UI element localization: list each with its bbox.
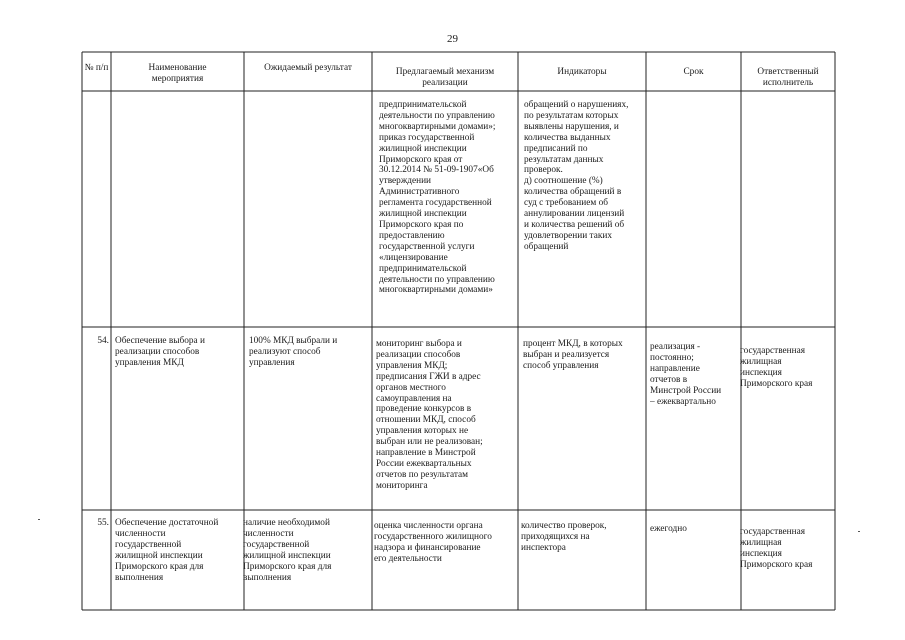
row55-number: 55. bbox=[97, 518, 109, 528]
header-num: № п/п bbox=[84, 63, 109, 73]
row54-term: реализация - постоянно; направление отчетов в Минстрой России – ежеквартально bbox=[650, 342, 722, 407]
header-responsible: Ответственный исполнитель bbox=[757, 67, 819, 88]
scan-speck bbox=[858, 531, 860, 532]
page-number: 29 bbox=[447, 33, 458, 45]
row55-indicators: количество проверок, приходящихся на инспектора bbox=[521, 521, 607, 553]
row54-indicators: процент МКД, в которых выбран и реализуется способ управления bbox=[523, 339, 623, 371]
header-name: Наименование мероприятия bbox=[148, 63, 207, 84]
row54-name: Обеспечение выбора и реализации способов управления МКД bbox=[115, 336, 205, 368]
header-term: Срок bbox=[683, 67, 704, 77]
row54-responsible: государственная жилищная инспекция Приморского края bbox=[740, 346, 813, 389]
header-result: Ожидаемый результат bbox=[264, 63, 352, 73]
row54-result: 100% МКД выбрали и реализуют способ управления bbox=[249, 336, 338, 368]
row54-mechanism: мониторинг выбора и реализации способов управления МКД; предписания ГЖИ в адрес органов местного самоуправления на проведение конкурсов в отношении МКД, способ управления которых не выбран или не реализован; направление в Минстрой России ежеквартальных отчетов по результатам мониторинга bbox=[376, 339, 483, 491]
header-mechanism: Предлагаемый механизм реализации bbox=[395, 67, 495, 88]
row55-result: наличие необходимой численности государственной жилищной инспекции Приморского края для выполнения bbox=[243, 518, 332, 583]
row55-mechanism: оценка численности органа государственного жилищного надзора и финансирование его деятельности bbox=[374, 521, 492, 564]
row55-responsible: государственная жилищная инспекция Приморского края bbox=[740, 527, 813, 570]
row55-name: Обеспечение достаточной численности государственной жилищной инспекции Приморского края для выполнения bbox=[115, 518, 219, 583]
row55-term: ежегодно bbox=[650, 524, 687, 534]
row54-number: 54. bbox=[97, 336, 109, 346]
scan-speck bbox=[38, 519, 40, 520]
header-indicators: Индикаторы bbox=[557, 67, 607, 77]
row1-indicators: обращений о нарушениях, по результатам которых выявлены нарушения, и количества выданных предписаний по результатам данных проверок. д) соотношение (%) количества обращений в суд с требованием об аннулировании лицензий и количества решений об удовлетворении таких обращений bbox=[524, 100, 629, 252]
row1-mechanism: предпринимательской деятельности по управлению многоквартирными домами»; приказ государственной жилищной инспекции Приморского края от 30.12.2014 № 51-09-1907«Об утверждении Административного регламента государственной жилищной инспекции Приморского края по предоставлению государственной услуги «лицензирование предпринимательской деятельности по управлению многоквартирными домами» bbox=[379, 100, 496, 296]
